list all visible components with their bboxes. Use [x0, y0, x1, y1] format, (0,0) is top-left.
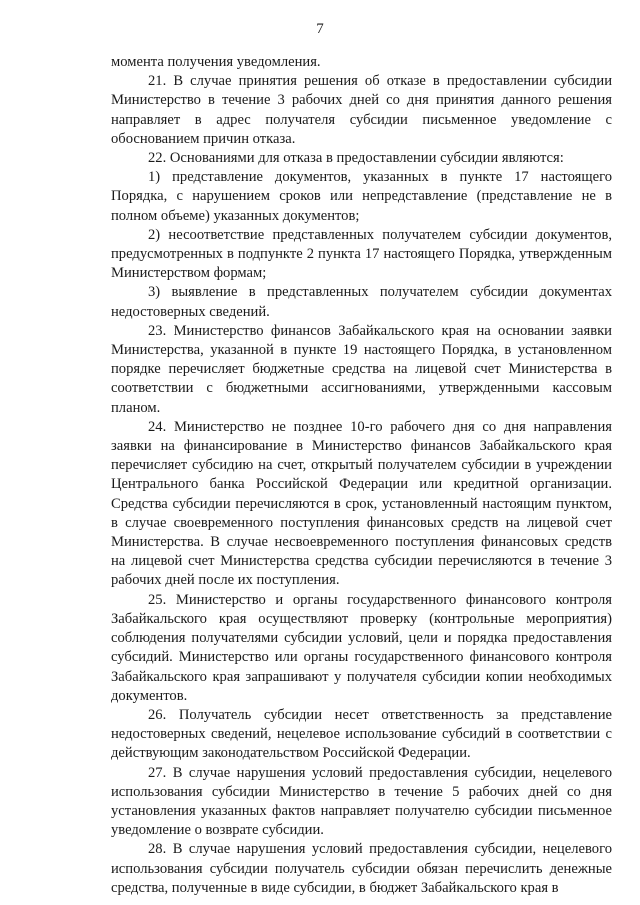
paragraph-continuation: момента получения уведомления.	[111, 54, 321, 70]
document-body	[111, 53, 612, 898]
paragraph-27: 27. В случае нарушения условий предоставления субсидии, нецелевого использования субсидии Министерство в течение 5 рабочих дней со дня установления указанных фактов направляет получателю субсидии письменное уведомление о возврате субсидии.	[111, 764, 612, 839]
paragraph-28: 28. В случае нарушения условий предоставления субсидии, нецелевого использования субсидии получатель субсидии обязан перечислить денежные средства, полученные в виде субсидии, в бюджет Забайкальского края в	[111, 841, 612, 896]
paragraph-26: 26. Получатель субсидии несет ответственность за представление недостоверных сведений, нецелевое использование субсидий в соответствии с действующим законодательством Российской Федерации.	[111, 706, 612, 762]
paragraph-22-item-1: 1) представление документов, указанных в пункте 17 настоящего Порядка, с нарушением сроков или непредставление (представление не в полном объеме) указанных документов;	[111, 169, 612, 224]
page-number: 7	[316, 21, 324, 37]
paragraph-22-item-2: 2) несоответствие представленных получателем субсидии документов, предусмотренных в подпункте 2 пункта 17 настоящего Порядка, утвержденным Министерством формам;	[111, 226, 612, 282]
paragraph-22: 22. Основаниями для отказа в предоставлении субсидии являются:	[148, 150, 564, 167]
paragraph-21: 21. В случае принятия решения об отказе в предоставлении субсидии Министерство в течение 3 рабочих дней со дня принятия данного решения направляет в адрес получателя субсидии письменное уведомление с обоснованием причин отказа.	[111, 73, 612, 147]
paragraph-23: 23. Министерство финансов Забайкальского края на основании заявки Министерства, указанной в пункте 19 настоящего Порядка, в установленном порядке перечисляет бюджетные средства на лицевой счет Министерства в соответствии с бюджетными ассигнованиями, утвержденными кассовым планом.	[111, 322, 612, 416]
paragraph-24: 24. Министерство не позднее 10-го рабочего дня со дня направления заявки на финансирование в Министерство финансов Забайкальского края перечисляет субсидию на счет, открытый получателем субсидии в учреждении Центрального банка Российской Федерации или кредитной организации. Средства субсидии перечисляются в срок, установленный настоящим пунктом, в случае своевременного поступления финансовых средств на лицевой счет Министерства. В случае несвоевременного поступления финансовых средств на лицевой счет Министерства средства субсидии перечисляются в течение 3 рабочих дней после их поступления.	[111, 418, 612, 589]
paragraph-25: 25. Министерство и органы государственного финансового контроля Забайкальского края осуществляют проверку (контрольные мероприятия) соблюдения получателями субсидии условий, цели и порядка предоставления субсидий. Министерство или органы государственного финансового контроля Забайкальского края запрашивают у получателя субсидии копии необходимых документов.	[111, 591, 612, 704]
paragraph-22-item-3: 3) выявление в представленных получателем субсидии документах недостоверных сведений.	[111, 284, 612, 320]
